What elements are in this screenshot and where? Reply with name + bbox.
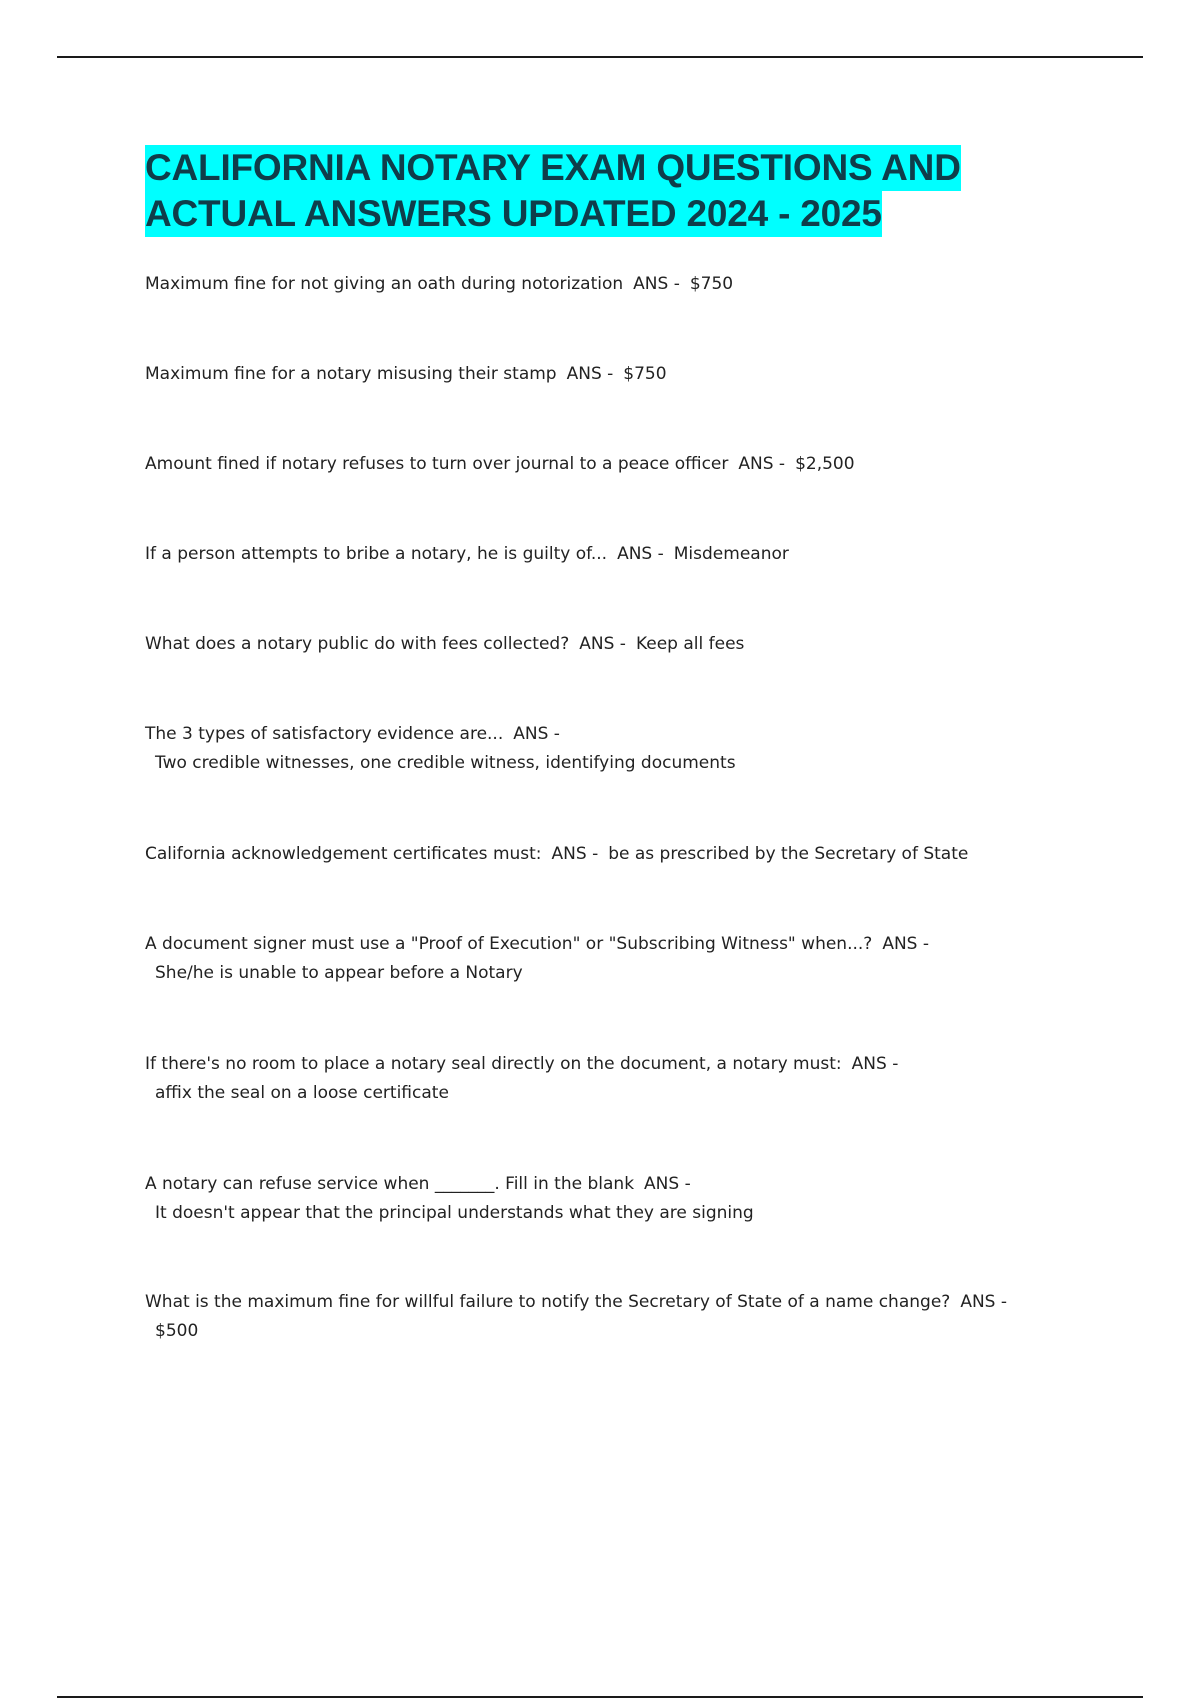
question-text: Maximum fine for a notary misusing their stamp	[145, 364, 557, 384]
question-text: The 3 types of satisfactory evidence are...	[145, 724, 504, 744]
answer-text: $500	[155, 1321, 199, 1341]
answer-text: be as prescribed by the Secretary of State	[608, 844, 969, 864]
qa-item-6	[145, 720, 1065, 778]
qa-item-1	[145, 270, 1065, 299]
top-rule	[57, 56, 1143, 58]
qa-item-5	[145, 630, 1065, 659]
question-text: Amount fined if notary refuses to turn over journal to a peace officer	[145, 454, 729, 474]
question-text: What is the maximum fine for willful failure to notify the Secretary of State of a name change?	[145, 1292, 951, 1312]
answer-marker: ANS -	[551, 844, 599, 864]
answer-text: Misdemeanor	[673, 544, 789, 564]
answer-text: affix the seal on a loose certificate	[155, 1083, 449, 1103]
answer-marker: ANS -	[617, 544, 664, 564]
answer-marker: ANS -	[513, 724, 560, 744]
qa-item-8	[145, 930, 1065, 988]
answer-marker: ANS -	[882, 934, 929, 954]
qa-item-3	[145, 450, 1065, 479]
question-text: California acknowledgement certificates must:	[145, 844, 542, 864]
answer-text: $2,500	[795, 454, 855, 474]
question-text: If a person attempts to bribe a notary, he is guilty of...	[145, 544, 608, 564]
answer-marker: ANS -	[644, 1174, 691, 1194]
qa-item-9	[145, 1050, 1065, 1108]
answer-text: Two credible witnesses, one credible witness, identifying documents	[155, 753, 736, 773]
title-line-1: CALIFORNIA NOTARY EXAM QUESTIONS AND	[145, 145, 961, 191]
answer-text: $750	[623, 364, 667, 384]
question-text: A notary can refuse service when _______. Fill in the blank	[145, 1174, 635, 1194]
answer-marker: ANS -	[633, 274, 680, 294]
answer-text: She/he is unable to appear before a Notary	[155, 963, 523, 983]
qa-item-11	[145, 1288, 1065, 1346]
question-text: What does a notary public do with fees collected?	[145, 634, 570, 654]
answer-text: It doesn't appear that the principal understands what they are signing	[155, 1203, 754, 1223]
qa-item-2	[145, 360, 1065, 389]
answer-marker: ANS -	[579, 634, 626, 654]
qa-item-4	[145, 540, 1065, 569]
title-line-2: ACTUAL ANSWERS UPDATED 2024 - 2025	[145, 191, 882, 237]
qa-item-10	[145, 1170, 1065, 1228]
answer-text: Keep all fees	[635, 634, 745, 654]
question-text: Maximum fine for not giving an oath during notorization	[145, 274, 624, 294]
qa-item-7	[145, 840, 1065, 869]
answer-marker: ANS -	[960, 1292, 1007, 1312]
answer-marker: ANS -	[851, 1054, 899, 1074]
bottom-rule	[57, 1696, 1143, 1698]
answer-text: $750	[689, 274, 734, 294]
answer-marker: ANS -	[566, 364, 614, 384]
question-text: If there's no room to place a notary seal directly on the document, a notary must:	[145, 1054, 842, 1074]
answer-marker: ANS -	[738, 454, 786, 474]
document-title	[145, 145, 1060, 237]
question-text: A document signer must use a "Proof of Execution" or "Subscribing Witness" when...?	[145, 934, 873, 954]
